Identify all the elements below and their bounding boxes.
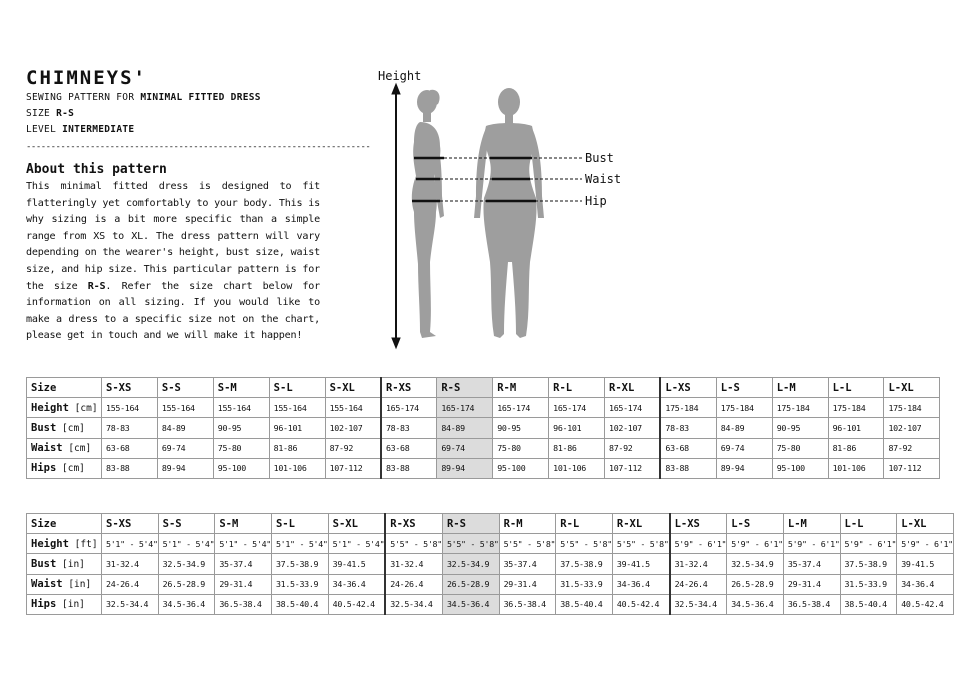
table-cell: 63-68 (381, 438, 437, 458)
table-cell: 5'9" - 6'1" (670, 534, 727, 554)
table-cell: 75-80 (493, 438, 549, 458)
table-cell: 37.5-38.9 (271, 554, 328, 574)
bust-label: Bust (585, 151, 614, 165)
measure-unit: [ft] (68, 538, 98, 550)
table-cell: 175-184 (884, 398, 940, 418)
table-cell: 95-100 (493, 458, 549, 478)
table-cell: 31-32.4 (670, 554, 727, 574)
table-cell: 5'1" - 5'4" (102, 534, 159, 554)
table-cell: 5'1" - 5'4" (328, 534, 385, 554)
measure-name: Bust (31, 421, 57, 434)
table-cell: 34-36.4 (328, 574, 385, 594)
table-cell: 102-107 (605, 418, 661, 438)
table-cell: 89-94 (716, 458, 772, 478)
table-cell: 31.5-33.9 (840, 574, 897, 594)
table-cell: 165-174 (493, 398, 549, 418)
waist-label: Waist (585, 172, 622, 186)
table-cell: 96-101 (828, 418, 884, 438)
table-cell: 5'1" - 5'4" (271, 534, 328, 554)
table-cell: 24-26.4 (102, 574, 159, 594)
table-cell: 5'1" - 5'4" (158, 534, 215, 554)
size-column-header: S-S (158, 514, 215, 534)
size-column-header: S-XL (328, 514, 385, 534)
table-cell: 81-86 (828, 438, 884, 458)
about-text-start: This minimal fitted dress is designed to fit flatteringly yet comfortably to your body. This is why sizing is a bit more specific than a simple range from XS to XL. The dress pattern will vary depending on the wearer's height, bust size, waist size, and hip size. This particular pattern is for the size (26, 181, 320, 292)
brand-title: CHIMNEYS' (26, 67, 147, 89)
table-cell: 83-88 (381, 458, 437, 478)
measure-unit: [cm] (62, 443, 92, 455)
table-cell: 26.5-28.9 (442, 574, 499, 594)
silhouette-illustration (370, 66, 640, 352)
table-cell: 155-164 (157, 398, 213, 418)
table-cell: 83-88 (660, 458, 716, 478)
table-cell: 34.5-36.4 (727, 594, 784, 614)
table-cell: 5'9" - 6'1" (840, 534, 897, 554)
table-cell: 31-32.4 (102, 554, 159, 574)
table-cell: 90-95 (772, 418, 828, 438)
table-row (27, 574, 954, 594)
about-text-end: . Refer the size chart below for information on all sizing. If you would like to make a dress to a specific size not on the chart, please get in touch and we will make it happen! (26, 280, 320, 342)
table-cell: 69-74 (437, 438, 493, 458)
table-cell: 26.5-28.9 (158, 574, 215, 594)
table-cell: 165-174 (381, 398, 437, 418)
table-cell: 101-106 (828, 458, 884, 478)
size-column-header: R-L (549, 378, 605, 398)
table-cell: 31.5-33.9 (556, 574, 613, 594)
measure-unit: [cm] (56, 463, 85, 475)
table-cell: 155-164 (102, 398, 158, 418)
row-label (27, 458, 102, 478)
table-cell: 107-112 (325, 458, 381, 478)
measure-unit: [cm] (68, 402, 98, 414)
measure-name: Hips (31, 598, 57, 611)
table-cell: 38.5-40.4 (556, 594, 613, 614)
size-label: SIZE (26, 108, 51, 119)
table-cell: 84-89 (716, 418, 772, 438)
size-column-header: S-XL (325, 378, 381, 398)
table-cell: 89-94 (157, 458, 213, 478)
table-cell: 78-83 (660, 418, 716, 438)
pattern-header (26, 66, 371, 345)
table-cell: 75-80 (213, 438, 269, 458)
table-cell: 155-164 (325, 398, 381, 418)
table-cell: 35-37.4 (215, 554, 272, 574)
table-cell: 165-174 (605, 398, 661, 418)
table-cell: 39-41.5 (897, 554, 954, 574)
table-cell: 81-86 (269, 438, 325, 458)
table-cell: 5'1" - 5'4" (215, 534, 272, 554)
table-cell: 87-92 (605, 438, 661, 458)
table-cell: 63-68 (102, 438, 158, 458)
table-cell: 165-174 (549, 398, 605, 418)
size-column-header: L-XS (670, 514, 727, 534)
table-cell: 155-164 (269, 398, 325, 418)
table-cell: 5'9" - 6'1" (897, 534, 954, 554)
table-cell: 107-112 (884, 458, 940, 478)
table-cell: 89-94 (437, 458, 493, 478)
size-column-header: L-XL (884, 378, 940, 398)
table-cell: 34.5-36.4 (442, 594, 499, 614)
table-cell: 5'5" - 5'8" (385, 534, 442, 554)
about-text (26, 179, 320, 345)
row-label (27, 594, 102, 614)
level-value: INTERMEDIATE (62, 124, 135, 135)
size-column-header: S-XS (102, 514, 159, 534)
pattern-name: MINIMAL FITTED DRESS (140, 92, 261, 103)
table-cell: 63-68 (660, 438, 716, 458)
table-cell: 5'5" - 5'8" (612, 534, 669, 554)
table-cell: 31.5-33.9 (271, 574, 328, 594)
table-cell: 37.5-38.9 (556, 554, 613, 574)
table-cell: 102-107 (884, 418, 940, 438)
level-label: LEVEL (26, 124, 57, 135)
size-column-header: S-M (213, 378, 269, 398)
table-cell: 32.5-34.9 (442, 554, 499, 574)
table-cell: 36.5-38.4 (215, 594, 272, 614)
table-row (27, 438, 940, 458)
front-silhouette-icon (474, 88, 544, 338)
table-cell: 32.5-34.4 (102, 594, 159, 614)
size-column-header: S-XS (102, 378, 158, 398)
table-cell: 34.5-36.4 (158, 594, 215, 614)
body-measurement-figure (370, 66, 640, 352)
size-column-header: S-S (157, 378, 213, 398)
table-row (27, 458, 940, 478)
table-cell: 35-37.4 (783, 554, 840, 574)
table-header-row (27, 514, 954, 534)
table-cell: 69-74 (716, 438, 772, 458)
size-column-header: L-M (772, 378, 828, 398)
table-cell: 36.5-38.4 (783, 594, 840, 614)
level-line (26, 122, 326, 138)
measure-unit: [in] (56, 599, 85, 611)
pattern-label: SEWING PATTERN FOR (26, 92, 135, 103)
table-cell: 34-36.4 (612, 574, 669, 594)
table-cell: 96-101 (549, 418, 605, 438)
size-column-header: R-XL (605, 378, 661, 398)
table-cell: 40.5-42.4 (897, 594, 954, 614)
table-cell: 90-95 (213, 418, 269, 438)
table-cell: 95-100 (772, 458, 828, 478)
table-cell: 175-184 (716, 398, 772, 418)
size-column-header: L-L (828, 378, 884, 398)
table-cell: 155-164 (213, 398, 269, 418)
table-cell: 40.5-42.4 (328, 594, 385, 614)
row-label (27, 438, 102, 458)
table-cell: 5'9" - 6'1" (727, 534, 784, 554)
size-column-header: L-XL (897, 514, 954, 534)
table-cell: 32.5-34.9 (158, 554, 215, 574)
table-cell: 83-88 (102, 458, 158, 478)
size-line (26, 106, 326, 122)
table-cell: 87-92 (884, 438, 940, 458)
table-header-row (27, 378, 940, 398)
size-column-header: L-XS (660, 378, 716, 398)
size-column-header: L-L (840, 514, 897, 534)
table-cell: 32.5-34.4 (670, 594, 727, 614)
measure-name: Height (31, 537, 69, 550)
size-header: Size (27, 514, 102, 534)
hip-label: Hip (585, 194, 607, 208)
table-cell: 29-31.4 (499, 574, 556, 594)
table-cell: 96-101 (269, 418, 325, 438)
size-column-header: R-M (499, 514, 556, 534)
table-cell: 32.5-34.9 (727, 554, 784, 574)
side-silhouette-icon (412, 90, 444, 338)
table-cell: 29-31.4 (215, 574, 272, 594)
height-arrow-icon (392, 84, 400, 348)
table-cell: 38.5-40.4 (271, 594, 328, 614)
divider: ---------------------------------------------------------------------- (26, 142, 371, 152)
measure-name: Height (31, 401, 69, 414)
measure-unit: [in] (62, 579, 92, 591)
table-cell: 84-89 (437, 418, 493, 438)
table-cell: 31-32.4 (385, 554, 442, 574)
table-cell: 5'9" - 6'1" (783, 534, 840, 554)
size-column-header: R-S (442, 514, 499, 534)
table-cell: 39-41.5 (328, 554, 385, 574)
table-cell: 78-83 (381, 418, 437, 438)
row-label (27, 554, 102, 574)
table-cell: 35-37.4 (499, 554, 556, 574)
measure-name: Waist (31, 442, 63, 455)
table-cell: 40.5-42.4 (612, 594, 669, 614)
table-cell: 107-112 (605, 458, 661, 478)
size-column-header: S-M (215, 514, 272, 534)
table-cell: 84-89 (157, 418, 213, 438)
table-row (27, 594, 954, 614)
measure-unit: [in] (56, 558, 85, 570)
row-label (27, 418, 102, 438)
measure-name: Waist (31, 578, 63, 591)
table-cell: 75-80 (772, 438, 828, 458)
size-column-header: L-S (727, 514, 784, 534)
size-value: R-S (56, 108, 75, 119)
height-label: Height (378, 69, 422, 83)
size-column-header: L-S (716, 378, 772, 398)
table-cell: 29-31.4 (783, 574, 840, 594)
size-chart-imperial (26, 513, 954, 615)
table-cell: 38.5-40.4 (840, 594, 897, 614)
size-column-header: R-XL (612, 514, 669, 534)
row-label (27, 574, 102, 594)
table-cell: 34-36.4 (897, 574, 954, 594)
size-column-header: R-L (556, 514, 613, 534)
size-column-header: R-XS (385, 514, 442, 534)
table-cell: 165-174 (437, 398, 493, 418)
table-cell: 175-184 (772, 398, 828, 418)
size-column-header: R-XS (381, 378, 437, 398)
table-cell: 78-83 (102, 418, 158, 438)
table-cell: 90-95 (493, 418, 549, 438)
table-cell: 5'5" - 5'8" (442, 534, 499, 554)
size-column-header: R-S (437, 378, 493, 398)
size-header: Size (27, 378, 102, 398)
table-cell: 87-92 (325, 438, 381, 458)
row-label (27, 398, 102, 418)
table-cell: 32.5-34.4 (385, 594, 442, 614)
table-cell: 175-184 (828, 398, 884, 418)
measure-name: Hips (31, 462, 57, 475)
measure-name: Bust (31, 557, 57, 570)
table-cell: 81-86 (549, 438, 605, 458)
table-cell: 69-74 (157, 438, 213, 458)
table-cell: 5'5" - 5'8" (556, 534, 613, 554)
about-text-size: R-S (87, 280, 106, 292)
table-cell: 102-107 (325, 418, 381, 438)
table-row (27, 398, 940, 418)
measure-unit: [cm] (56, 422, 85, 434)
about-title: About this pattern (26, 162, 167, 177)
size-column-header: L-M (783, 514, 840, 534)
size-column-header: S-L (271, 514, 328, 534)
table-cell: 37.5-38.9 (840, 554, 897, 574)
table-cell: 101-106 (269, 458, 325, 478)
table-row (27, 554, 954, 574)
table-cell: 175-184 (660, 398, 716, 418)
table-cell: 95-100 (213, 458, 269, 478)
table-row (27, 418, 940, 438)
size-column-header: R-M (493, 378, 549, 398)
table-cell: 101-106 (549, 458, 605, 478)
table-cell: 36.5-38.4 (499, 594, 556, 614)
table-cell: 39-41.5 (612, 554, 669, 574)
table-cell: 26.5-28.9 (727, 574, 784, 594)
row-label (27, 534, 102, 554)
size-chart-metric (26, 377, 940, 479)
size-column-header: S-L (269, 378, 325, 398)
table-cell: 5'5" - 5'8" (499, 534, 556, 554)
table-row (27, 534, 954, 554)
table-cell: 24-26.4 (385, 574, 442, 594)
table-cell: 24-26.4 (670, 574, 727, 594)
pattern-line (26, 90, 326, 106)
